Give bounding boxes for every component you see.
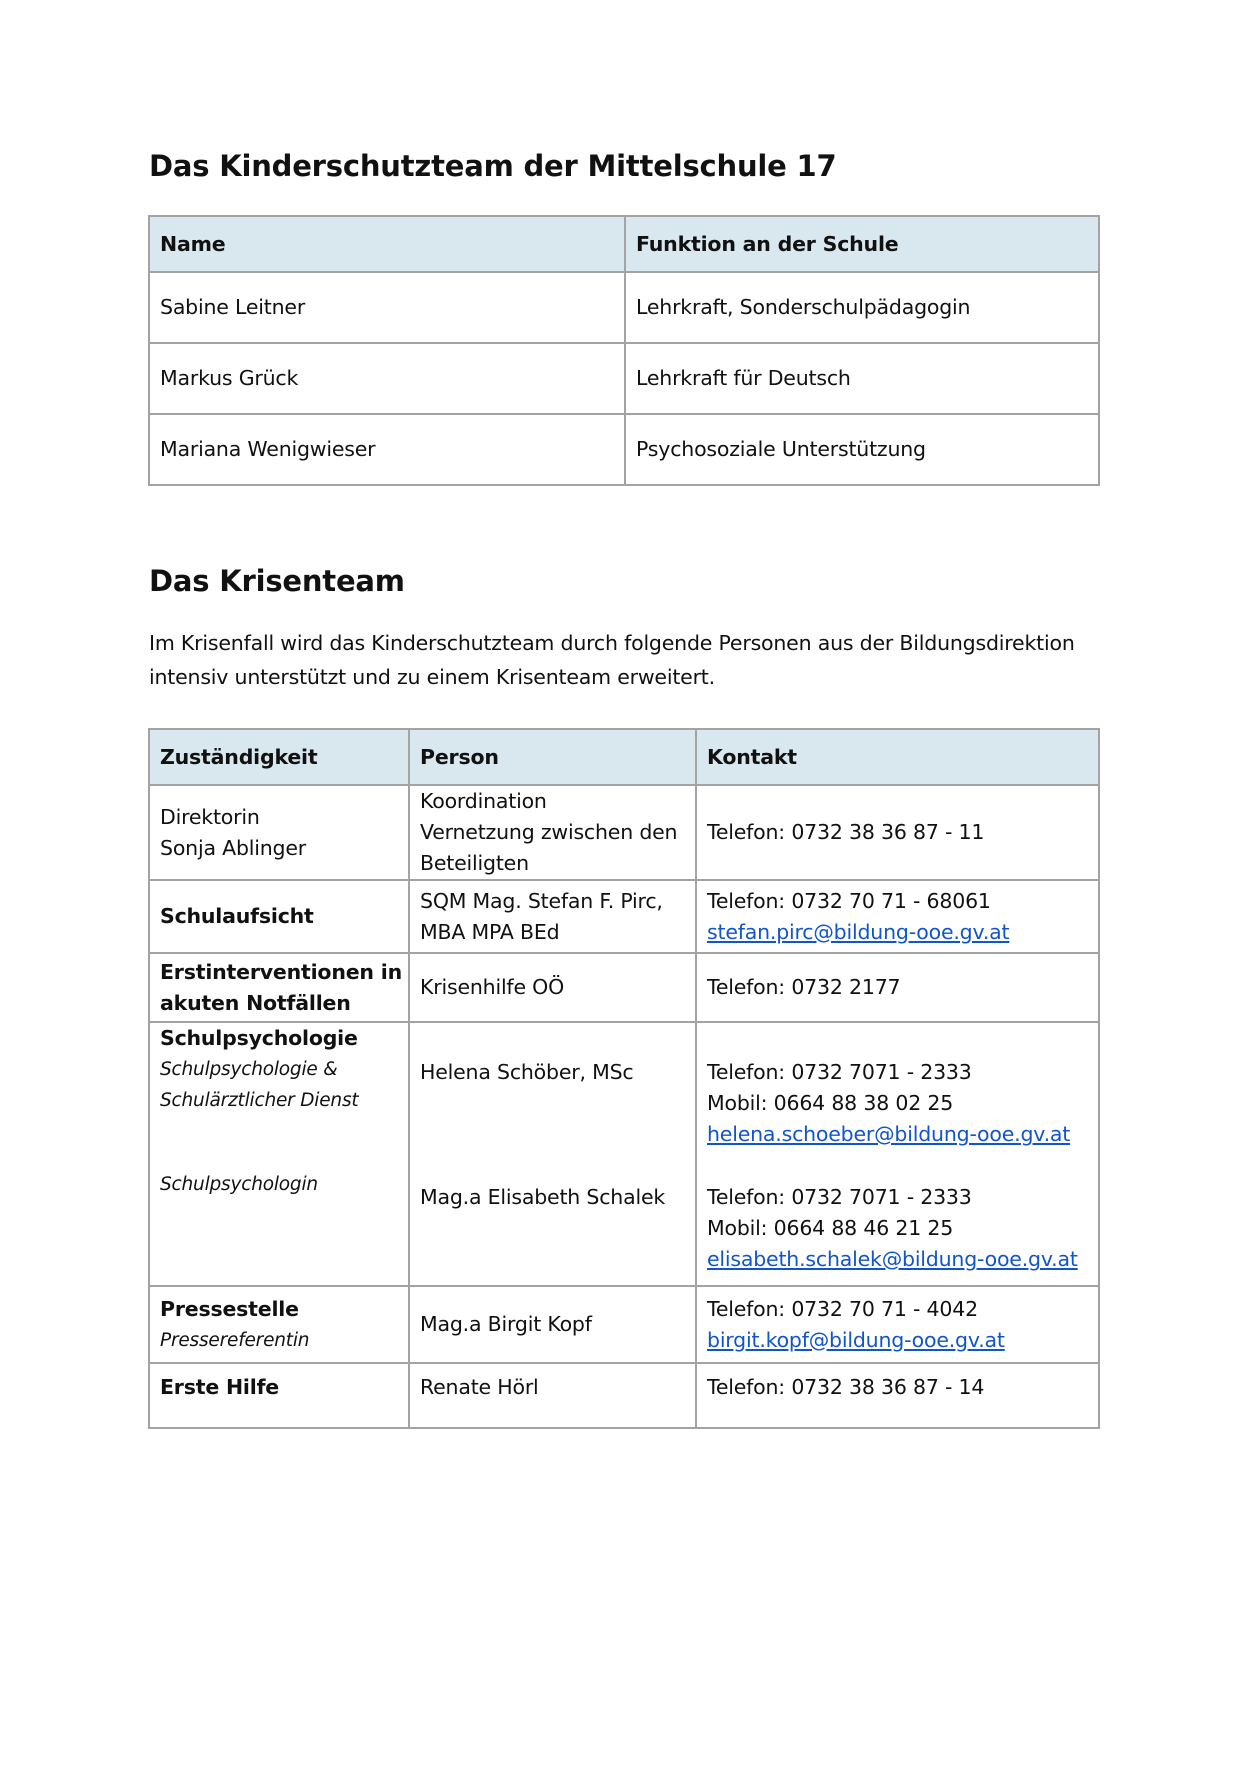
column-header-name: Name (149, 216, 625, 272)
responsibility-cell (149, 1022, 409, 1286)
responsibility-cell (149, 1363, 409, 1428)
person-line: Mag.a Birgit Kopf (420, 1312, 592, 1336)
section-heading-crisis-team: Das Krisenteam (149, 564, 405, 598)
responsibility-cell (149, 1286, 409, 1363)
function-cell: Lehrkraft, Sonderschulpädagogin (625, 272, 1099, 343)
table-header-row (149, 216, 1099, 272)
person-line: Krisenhilfe OÖ (420, 975, 565, 999)
person-line: Renate Hörl (420, 1375, 539, 1399)
responsibility-cell (149, 880, 409, 953)
table-row (149, 785, 1099, 880)
responsibility-label: Direktorin (160, 804, 260, 829)
phone-number: Telefon: 0732 2177 (707, 975, 901, 999)
person-cell (409, 880, 696, 953)
email-link[interactable]: helena.schoeber@bildung-ooe.gv.at (707, 1122, 1071, 1146)
email-link[interactable]: birgit.kopf@bildung-ooe.gv.at (707, 1327, 1005, 1352)
person-cell (409, 1363, 696, 1428)
person-cell (409, 1286, 696, 1363)
page-title: Das Kinderschutzteam der Mittelschule 17 (149, 149, 837, 183)
responsibility-title: Erstinterventionen in (160, 959, 402, 984)
function-cell: Psychosoziale Unterstützung (625, 414, 1099, 485)
responsibility-subtitle: Pressereferentin (160, 1329, 310, 1351)
phone-number: Telefon: 0732 70 71 - 68061 (707, 888, 991, 913)
person-line: SQM Mag. Stefan F. Pirc, (420, 888, 663, 913)
responsibility-cell (149, 785, 409, 880)
person-line: Mag.a Elisabeth Schalek (420, 1185, 666, 1209)
table-row (149, 880, 1099, 953)
mobile-number: Mobil: 0664 88 46 21 25 (707, 1216, 954, 1240)
contact-cell (696, 1286, 1099, 1363)
contact-cell (696, 880, 1099, 953)
intro-paragraph: Im Krisenfall wird das Kinderschutzteam durch folgende Personen aus der Bildungsdirektion intensiv unterstützt und zu einem Krisenteam erweitert. (149, 631, 1075, 689)
responsibility-subtitle: Schulpsychologin (160, 1174, 318, 1195)
table-row (149, 343, 1099, 414)
table-row (149, 1363, 1099, 1428)
person-line: Vernetzung zwischen den (420, 820, 678, 844)
phone-number: Telefon: 0732 38 36 87 - 14 (707, 1375, 985, 1399)
email-link[interactable]: elisabeth.schalek@bildung-ooe.gv.at (707, 1247, 1078, 1271)
contact-cell (696, 953, 1099, 1022)
person-cell (409, 785, 696, 880)
table-row (149, 953, 1099, 1022)
column-header-contact: Kontakt (696, 729, 1099, 785)
phone-number: Telefon: 0732 7071 - 2333 (707, 1185, 972, 1209)
responsibility-subtitle: Schulpsychologie & (160, 1059, 338, 1080)
responsibility-cell (149, 953, 409, 1022)
person-line: Koordination (420, 789, 547, 813)
responsibility-title: Erste Hilfe (160, 1375, 279, 1399)
responsibility-title: Schulaufsicht (160, 904, 314, 928)
contact-cell (696, 1363, 1099, 1428)
responsibility-title: Schulpsychologie (160, 1026, 358, 1050)
person-cell (409, 1022, 696, 1286)
responsibility-title: Pressestelle (160, 1296, 299, 1321)
contact-cell (696, 1022, 1099, 1286)
column-header-function: Funktion an der Schule (625, 216, 1099, 272)
phone-number: Telefon: 0732 38 36 87 - 11 (707, 820, 985, 844)
table-row (149, 1022, 1099, 1286)
phone-number: Telefon: 0732 7071 - 2333 (707, 1060, 972, 1084)
mobile-number: Mobil: 0664 88 38 02 25 (707, 1091, 954, 1115)
name-cell: Markus Grück (149, 343, 625, 414)
crisis-team-table (148, 728, 1100, 1429)
person-line: Helena Schöber, MSc (420, 1060, 634, 1084)
phone-number: Telefon: 0732 70 71 - 4042 (707, 1296, 978, 1321)
name-cell: Sabine Leitner (149, 272, 625, 343)
person-cell (409, 953, 696, 1022)
person-line: MBA MPA BEd (420, 919, 560, 944)
responsibility-title: akuten Notfällen (160, 990, 351, 1015)
function-cell: Lehrkraft für Deutsch (625, 343, 1099, 414)
column-header-person: Person (409, 729, 696, 785)
email-link[interactable]: stefan.pirc@bildung-ooe.gv.at (707, 919, 1010, 944)
name-cell: Mariana Wenigwieser (149, 414, 625, 485)
responsibility-subtitle: Schulärztlicher Dienst (160, 1090, 359, 1111)
column-header-responsibility: Zuständigkeit (149, 729, 409, 785)
responsibility-name: Sonja Ablinger (160, 835, 306, 860)
table-row (149, 272, 1099, 343)
table-row (149, 1286, 1099, 1363)
table-header-row (149, 729, 1099, 785)
child-protection-team-table (148, 215, 1100, 486)
person-line: Beteiligten (420, 851, 529, 875)
contact-cell (696, 785, 1099, 880)
table-row (149, 414, 1099, 485)
